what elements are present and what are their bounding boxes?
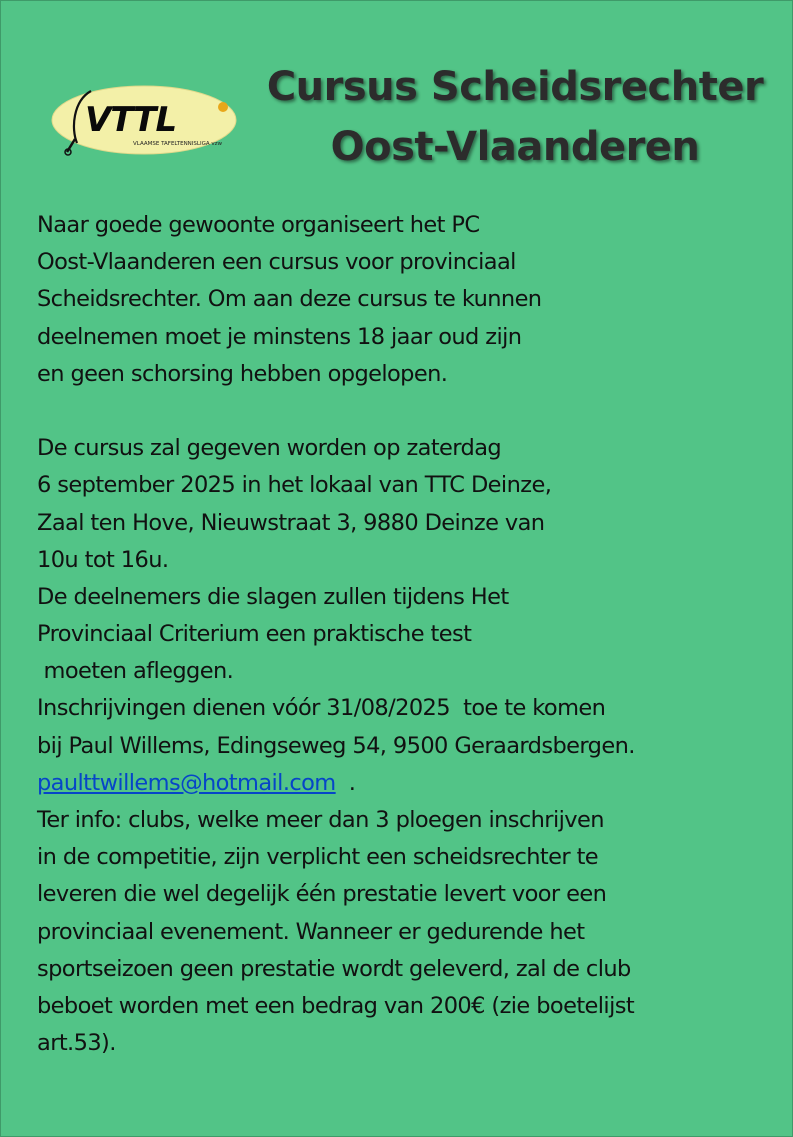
page-title [241, 57, 789, 177]
text-line: Oost-Vlaanderen een cursus voor provinciaal [37, 249, 516, 276]
text-line: Scheidsrechter. Om aan deze cursus te kunnen [37, 286, 542, 313]
text-line: beboet worden met een bedrag van 200€ (zie boetelijst [37, 992, 635, 1019]
text-line: bij Paul Willems, Edingseweg 54, 9500 Geraardsbergen. [37, 732, 635, 759]
text-line: leveren die wel degelijk één prestatie levert voor een [37, 881, 607, 908]
title-line-2: Oost-Vlaanderen [330, 124, 700, 170]
text-line: deelnemen moet je minstens 18 jaar oud zijn [37, 323, 522, 350]
text-line: Provinciaal Criterium een praktische test [37, 621, 472, 648]
text-line: De cursus zal gegeven worden op zaterdag [37, 435, 502, 462]
text-line: Ter info: clubs, welke meer dan 3 ploegen inschrijven [37, 807, 604, 833]
text-line: Zaal ten Hove, Nieuwstraat 3, 9880 Deinze van [37, 509, 545, 536]
paragraph-info [37, 802, 787, 1062]
text-line: moeten afleggen. [37, 658, 234, 685]
text-line: sportseizoen geen prestatie wordt geleverd, zal de club [37, 955, 631, 982]
title-line-1: Cursus Scheidsrechter [266, 64, 764, 110]
vttl-logo [47, 79, 237, 161]
email-link[interactable]: paulttwillems@hotmail.com [37, 769, 336, 796]
paragraph-gap [37, 393, 787, 430]
email-suffix: . [335, 769, 356, 796]
text-line: en geen schorsing hebben opgelopen. [37, 360, 448, 387]
paragraph-details [37, 430, 787, 802]
text-line: provinciaal evenement. Wanneer er gedurende het [37, 918, 585, 945]
vttl-logo-graphic [47, 79, 237, 161]
text-line: art.53). [37, 1030, 116, 1057]
text-line: De deelnemers die slagen zullen tijdens Het [37, 583, 509, 610]
body-text [37, 207, 787, 1062]
logo-subtext: VLAAMSE TAFELTENNISLIGA vzw [133, 141, 223, 147]
text-line: 6 september 2025 in het lokaal van TTC Deinze, [37, 472, 552, 499]
text-line: in de competitie, zijn verplicht een scheidsrechter te [37, 844, 599, 871]
text-line: Inschrijvingen dienen vóór 31/08/2025 toe te komen [37, 695, 606, 722]
logo-text: VTTL [85, 100, 177, 140]
paragraph-intro [37, 207, 787, 393]
email-line [37, 765, 787, 802]
text-line: 10u tot 16u. [37, 546, 169, 573]
text-line: Naar goede gewoonte organiseert het PC [37, 212, 480, 238]
